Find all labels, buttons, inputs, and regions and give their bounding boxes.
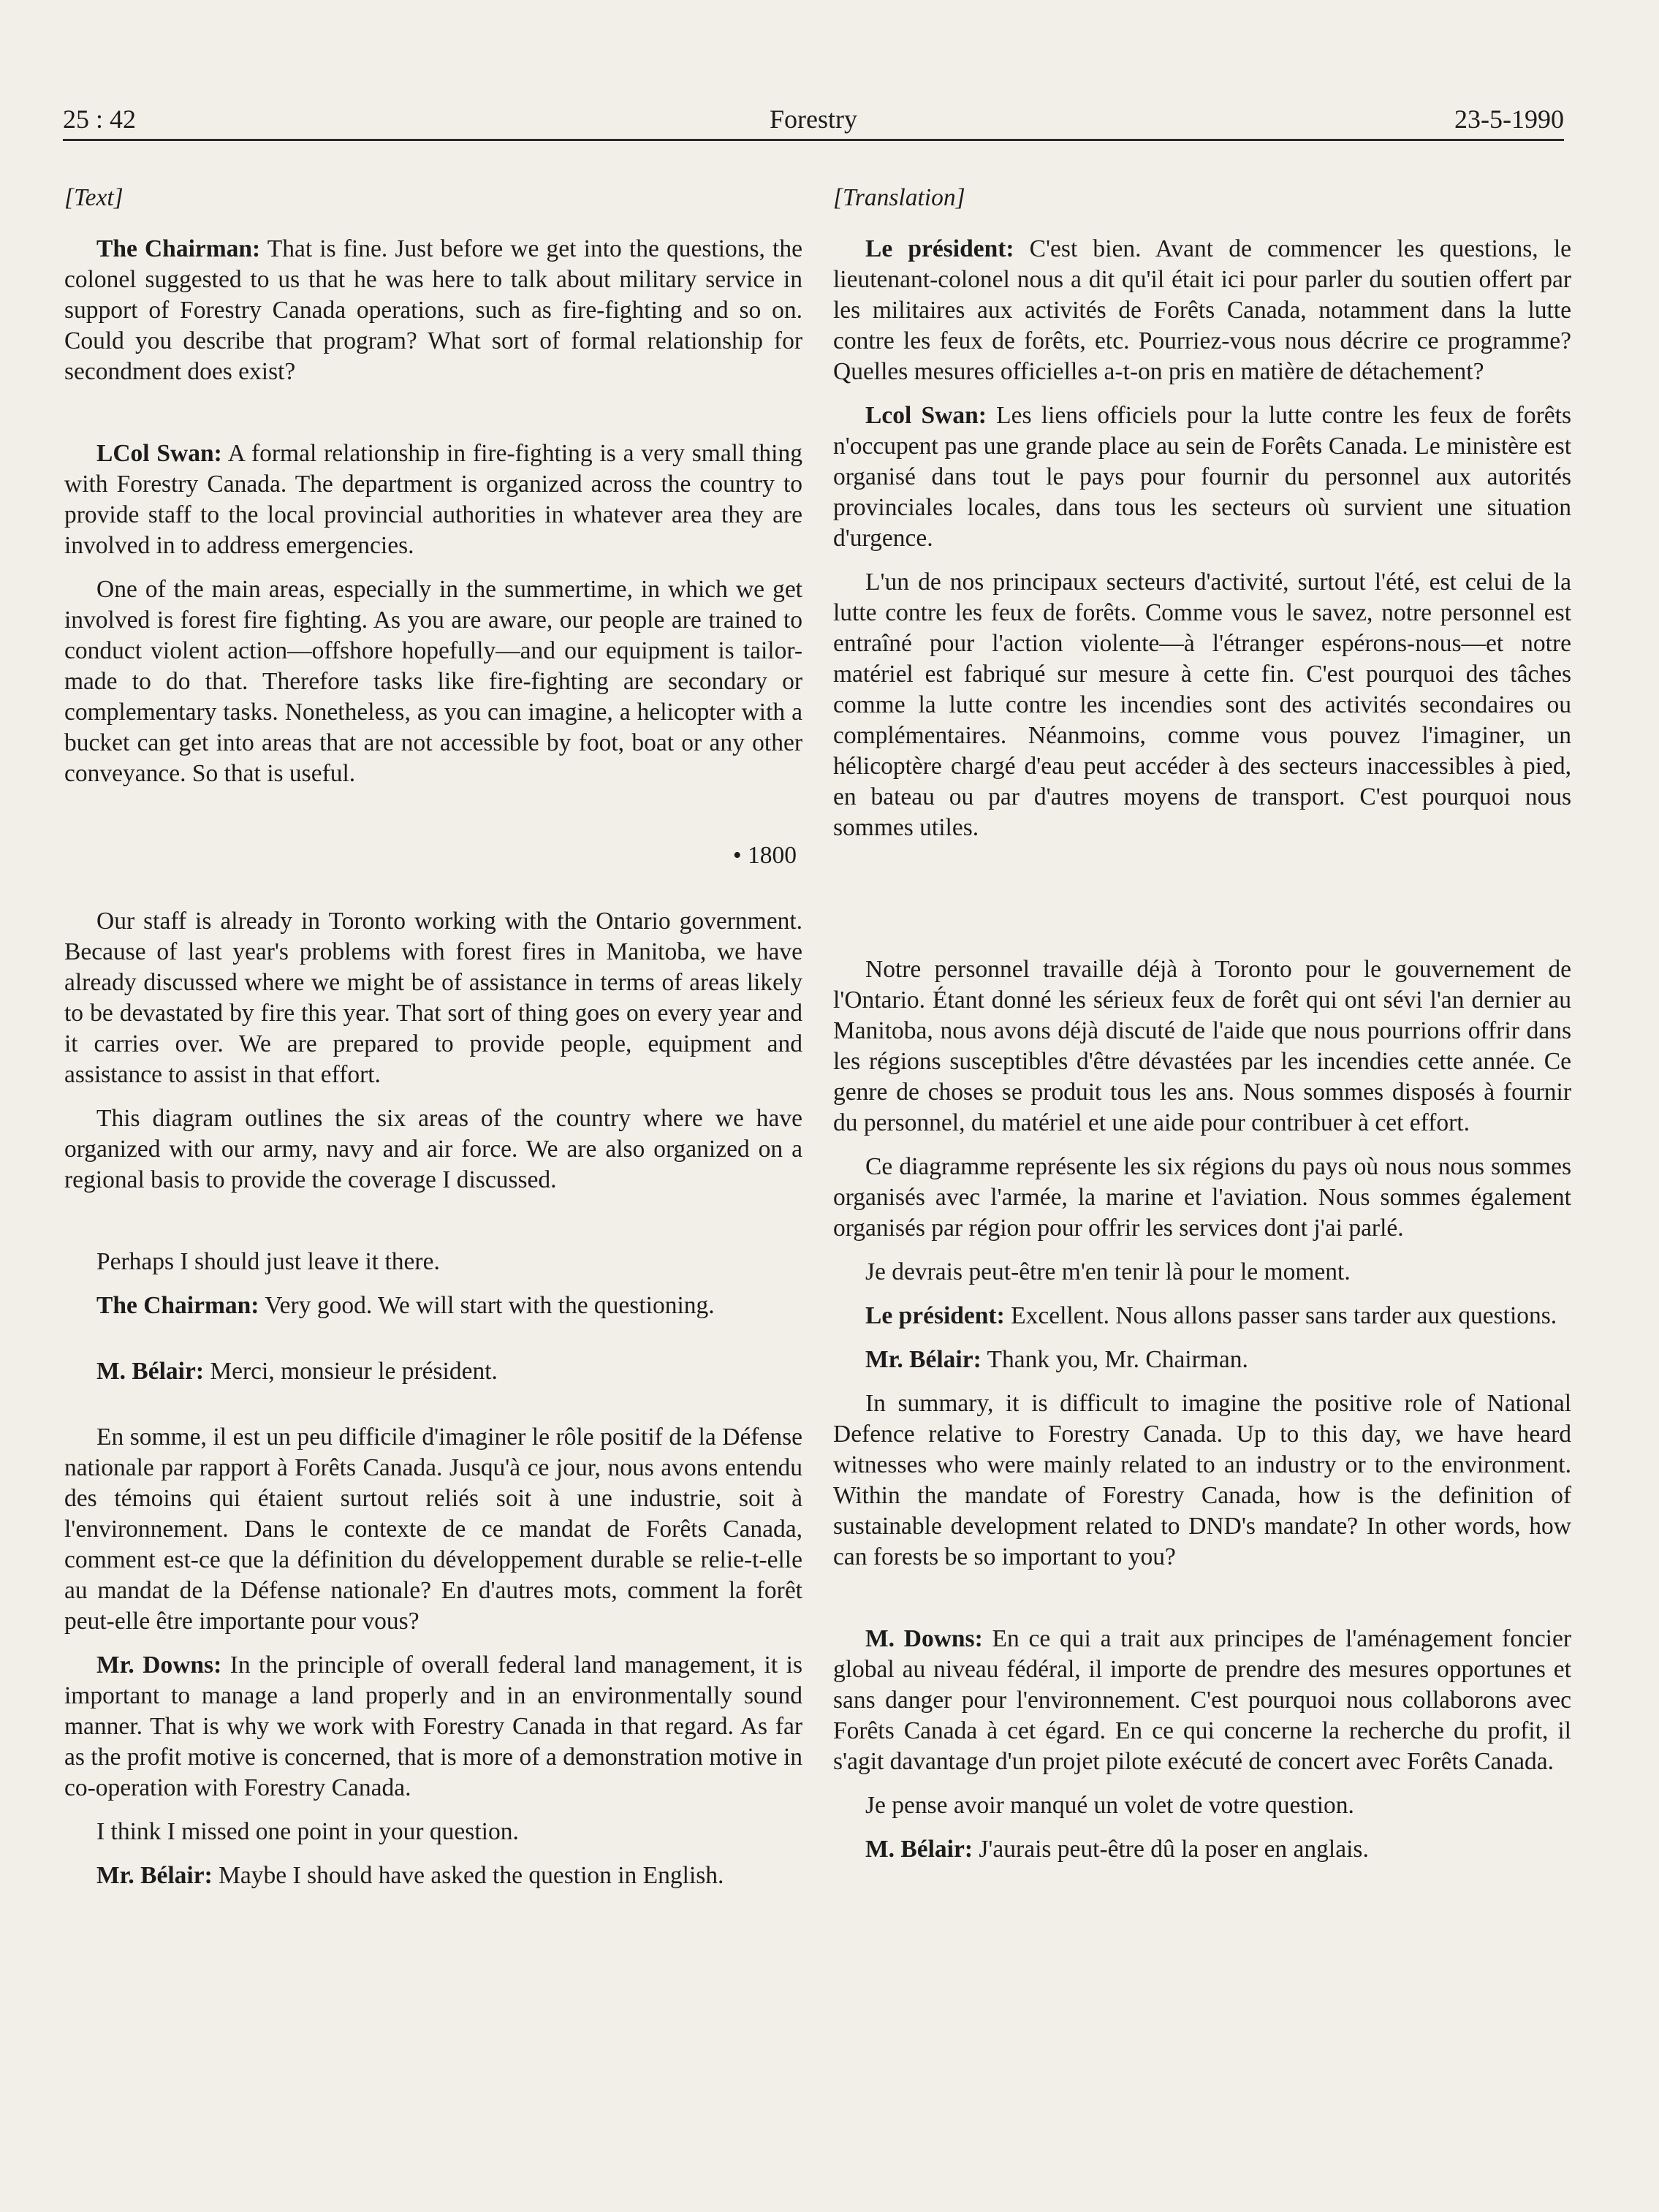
- page-header: [63, 95, 1564, 141]
- paragraph: [833, 1257, 1571, 1288]
- paragraph-text: Les liens officiels pour la lutte contre les feux de forêts n'occupent pas une grande place au sein de Forêts Canada. Le ministère est organisé dans tout le pays pour fournir du personnel aux autorités provinciales locales, dans tous les secteurs où survient une situation d'urgence.: [833, 402, 1571, 552]
- paragraph: [833, 954, 1571, 1139]
- paragraph: [64, 1861, 802, 1891]
- paragraph-text: I think I missed one point in your question.: [96, 1818, 519, 1845]
- paragraph: [833, 1345, 1571, 1375]
- paragraph-text: En somme, il est un peu difficile d'imaginer le rôle positif de la Défense nationale par rapport à Forêts Canada. Jusqu'à ce jour, nous avons entendu des témoins qui étaient surtout reliés soit à une industrie, soit à l'environnement. Dans le contexte de ce mandat de Forêts Canada, comment est-ce que la définition du développement durable se relie-t-elle au mandat de la Défense nationale? En d'autres mots, comment la forêt peut-elle être importante pour vous?: [64, 1424, 802, 1635]
- paragraph-text: Ce diagramme représente les six régions du pays où nous nous sommes organisés avec l'armée, la marine et l'aviation. Nous sommes également organisés par région pour offrir les services dont j'ai parlé.: [833, 1153, 1571, 1242]
- speaker-name: M. Bélair:: [865, 1836, 973, 1863]
- paragraph-text: That is fine. Just before we get into the questions, the colonel suggested to us that he was here to talk about military service in support of Forestry Canada operations, such as fire-fighting and so on. Could you describe that program? What sort of formal relationship for secondment does exist?: [64, 235, 802, 385]
- paragraph: [833, 1388, 1571, 1573]
- running-title: Forestry: [770, 104, 857, 134]
- paragraph: [833, 567, 1571, 843]
- paragraph: [64, 906, 802, 1090]
- paragraph-text: One of the main areas, especially in the summertime, in which we get involved is forest fire fighting. As you are aware, our people are trained to conduct violent action—offshore hopefully—and our equipment is tailor-made to do that. Therefore tasks like fire-fighting are secondary or complementary tasks. Nonetheless, as you can imagine, a helicopter with a bucket can get into areas that are not accessible by foot, boat or any other conveyance. So that is useful.: [64, 576, 802, 787]
- speaker-name: M. Bélair:: [96, 1358, 204, 1385]
- paragraph-text: In the principle of overall federal land management, it is important to manage a land properly and in an environmentally sound manner. That is why we work with Forestry Canada in that regard. As far as the profit motive is concerned, that is more of a demonstration motive in co-operation with Forestry Canada.: [64, 1652, 802, 1801]
- paragraph-text: J'aurais peut-être dû la poser en anglais.: [979, 1836, 1369, 1863]
- paragraph-text: L'un de nos principaux secteurs d'activité, surtout l'été, est celui de la lutte contre les feux de forêts. Comme vous le savez, notre personnel est entraîné pour l'action violente—à l'étranger espérons-nous—et notre matériel est fabriqué sur mesure à cette fin. C'est pourquoi des tâches comme la lutte contre les incendies sont des activités secondaires ou complémentaires. Néanmoins, comme vous pouvez l'imaginer, un hélicoptère chargé d'eau peut accéder à des secteurs inaccessibles à pied, en bateau ou par d'autres moyens de transport. C'est pourquoi nous sommes utiles.: [833, 569, 1571, 841]
- translation-tag: [Translation]: [833, 184, 965, 211]
- speaker-name: The Chairman:: [96, 1292, 259, 1319]
- paragraph-text: Je pense avoir manqué un volet de votre question.: [865, 1792, 1354, 1819]
- paragraph: [833, 400, 1571, 554]
- paragraph: [833, 1624, 1571, 1777]
- session-date: 23-5-1990: [1454, 104, 1564, 134]
- speaker-name: Mr. Downs:: [96, 1652, 222, 1679]
- paragraph: [64, 1247, 802, 1277]
- paragraph: [64, 438, 802, 561]
- paragraph-text: C'est bien. Avant de commencer les questions, le lieutenant-colonel nous a dit qu'il était ici pour parler du soutien offert par les militaires aux activités de Forêts Canada, notamment dans la lutte contre les feux de forêts, etc. Pourriez-vous nous décrire ce programme? Quelles mesures officielles a-t-on pris en matière de détachement?: [833, 235, 1571, 385]
- speaker-name: LCol Swan:: [96, 440, 222, 467]
- french-column: [833, 183, 1571, 1878]
- paragraph: [833, 234, 1571, 387]
- speaker-name: M. Downs:: [865, 1625, 983, 1652]
- paragraph: [64, 574, 802, 789]
- paragraph: [64, 234, 802, 387]
- paragraph: [64, 1103, 802, 1196]
- paragraph: [64, 1422, 802, 1637]
- page-number: 25 : 42: [63, 104, 137, 134]
- paragraph-text: En ce qui a trait aux principes de l'aménagement foncier global au niveau fédéral, il importe de prendre des mesures opportunes et sans danger pour l'environnement. C'est pourquoi nous collaborons avec Forêts Canada à cet égard. En ce qui concerne la recherche du profit, il s'agit davantage d'un projet pilote exécuté de concert avec Forêts Canada.: [833, 1625, 1572, 1775]
- paragraph-text: In summary, it is difficult to imagine the positive role of National Defence relative to Forestry Canada. Up to this day, we have heard witnesses who were mainly related to an industry or to the environment. Within the mandate of Forestry Canada, how is the definition of sustainable development related to DND's mandate? In other words, how can forests be so important to you?: [833, 1390, 1571, 1570]
- paragraph-text: Our staff is already in Toronto working with the Ontario government. Because of last year's problems with forest fires in Manitoba, we have already discussed where we might be of assistance in terms of areas likely to be devastated by fire this year. That sort of thing goes on every year and it carries over. We are prepared to provide people, equipment and assistance to assist in that effort.: [64, 908, 802, 1088]
- paragraph-text: Notre personnel travaille déjà à Toronto pour le gouvernement de l'Ontario. Étant donné les sérieux feux de forêt qui ont sévi l'an dernier au Manitoba, nous avons déjà discuté de l'aide que nous pourrions offrir dans les régions susceptibles d'être dévastées par les incendies cette année. Ce genre de choses se produit tous les ans. Nous sommes disposés à fournir du personnel, du matériel et une aide pour contribuer à cet effort.: [833, 956, 1571, 1136]
- time-marker: • 1800: [732, 842, 797, 869]
- speaker-name: Le président:: [865, 235, 1014, 262]
- paragraph-text: Excellent. Nous allons passer sans tarder aux questions.: [1011, 1302, 1557, 1329]
- speaker-name: Lcol Swan:: [865, 402, 987, 429]
- paragraph: [833, 1152, 1571, 1244]
- paragraph-text: Thank you, Mr. Chairman.: [987, 1346, 1248, 1373]
- paragraph: [64, 1356, 802, 1387]
- paragraph-text: Very good. We will start with the questioning.: [265, 1292, 715, 1319]
- paragraph-text: This diagram outlines the six areas of the country where we have organized with our army, navy and air force. We are also organized on a regional basis to provide the coverage I discussed.: [64, 1105, 802, 1193]
- paragraph-text: Je devrais peut-être m'en tenir là pour le moment.: [865, 1258, 1351, 1285]
- speaker-name: Mr. Bélair:: [96, 1862, 213, 1889]
- paragraph-text: Maybe I should have asked the question in English.: [219, 1862, 724, 1889]
- paragraph: [64, 1817, 802, 1847]
- paragraph-text: Merci, monsieur le président.: [210, 1358, 498, 1385]
- paragraph-text: A formal relationship in fire-fighting is a very small thing with Forestry Canada. The department is organized across the country to provide staff to the local provincial authorities in whatever area they are involved in to address emergencies.: [64, 440, 802, 559]
- paragraph: [833, 1301, 1571, 1331]
- text-tag: [Text]: [64, 184, 124, 211]
- english-column: [64, 183, 802, 1904]
- paragraph-text: Perhaps I should just leave it there.: [96, 1248, 440, 1275]
- speaker-name: The Chairman:: [96, 235, 261, 262]
- paragraph: [64, 1650, 802, 1804]
- speaker-name: Mr. Bélair:: [865, 1346, 982, 1373]
- speaker-name: Le président:: [865, 1302, 1005, 1329]
- paragraph: [833, 1834, 1571, 1865]
- paragraph: [64, 1291, 802, 1321]
- paragraph: [833, 1790, 1571, 1821]
